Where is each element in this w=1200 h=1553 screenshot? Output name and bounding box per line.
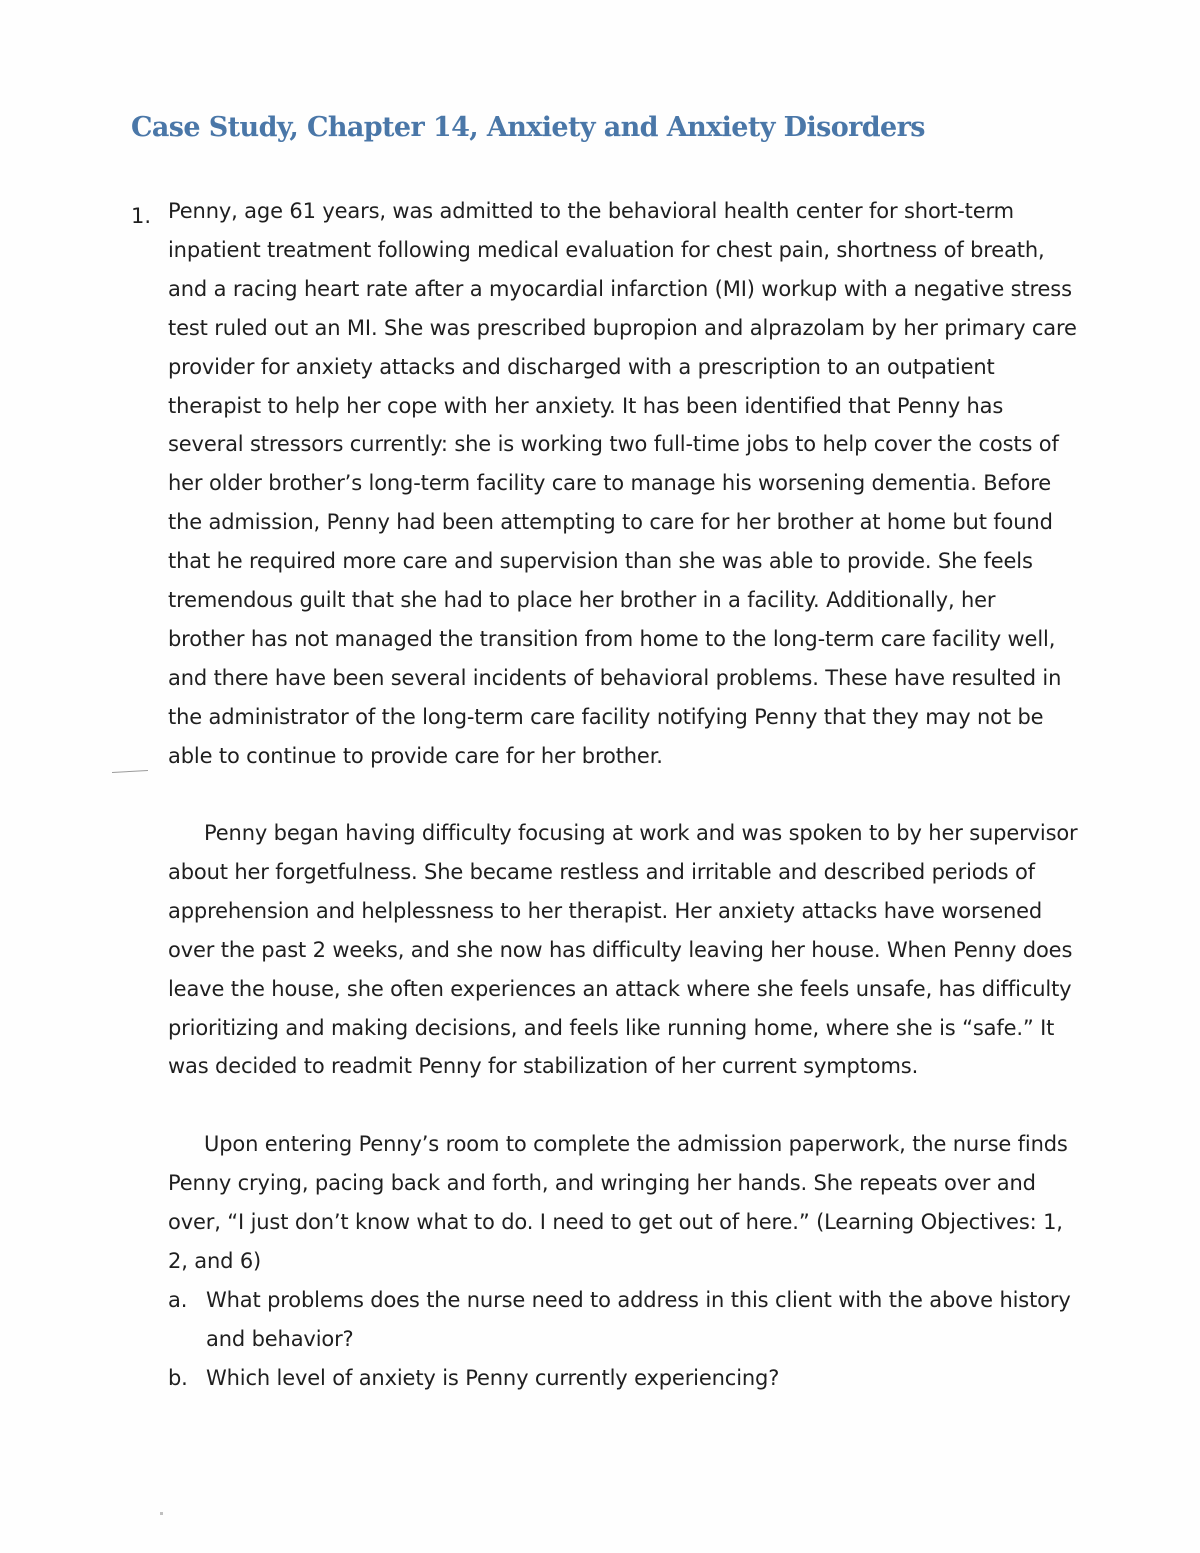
question-list	[168, 1281, 1078, 1398]
question-b	[168, 1359, 1078, 1398]
question-marker: a.	[168, 1288, 188, 1312]
question-a	[168, 1281, 1078, 1359]
question-text: Which level of anxiety is Penny currently experiencing?	[206, 1365, 780, 1390]
case-paragraph-2: Penny began having difficulty focusing at work and was spoken to by her supervisor about her forgetfulness. She became restless and irritable and described periods of apprehension and helplessness to her therapist. Her anxiety attacks have worsened over the past 2 weeks, and she now has difficulty leaving her house. When Penny does leave the house, she often experiences an attack where she feels unsafe, has difficulty prioritizing and making decisions, and feels like running home, where she is “safe.” It was decided to readmit Penny for stabilization of her current symptoms.	[168, 821, 1078, 1079]
scan-pen-mark	[112, 770, 148, 773]
question-marker: b.	[168, 1365, 188, 1390]
question-text: What problems does the nurse need to address in this client with the above history and behavior?	[206, 1288, 1071, 1351]
case-paragraph-3: Upon entering Penny’s room to complete the admission paperwork, the nurse finds Penny crying, pacing back and forth, and wringing her hands. She repeats over and over, “I just don’t know what to do. I need to get out of here.” (Learning Objectives: 1, 2, and 6)	[168, 1132, 1068, 1273]
scan-speck	[160, 1512, 163, 1515]
case-paragraph-1: Penny, age 61 years, was admitted to the behavioral health center for short-term inpatient treatment following medical evaluation for chest pain, shortness of breath, and a racing heart rate after a myocardial infarction (MI) workup with a negative stress test ruled out an MI. She was prescribed bupropion and alprazolam by her primary care provider for anxiety attacks and discharged with a prescription to an outpatient therapist to help her cope with her anxiety. It has been identified that Penny has several stressors currently: she is working two full-time jobs to help cover the costs of her older brother’s long-term facility care to manage his worsening dementia. Before the admission, Penny had been attempting to care for her brother at home but found that he required more care and supervision than she was able to provide. She feels tremendous guilt that she had to place her brother in a facility. Additionally, her brother has not managed the transition from home to the long-term care facility well, and there have been several incidents of behavioral problems. These have resulted in the administrator of the long-term care facility notifying Penny that they may not be able to continue to provide care for her brother.	[168, 199, 1077, 768]
item-number: 1.	[131, 204, 152, 228]
page-title: Case Study, Chapter 14, Anxiety and Anxiety Disorders	[131, 112, 925, 143]
